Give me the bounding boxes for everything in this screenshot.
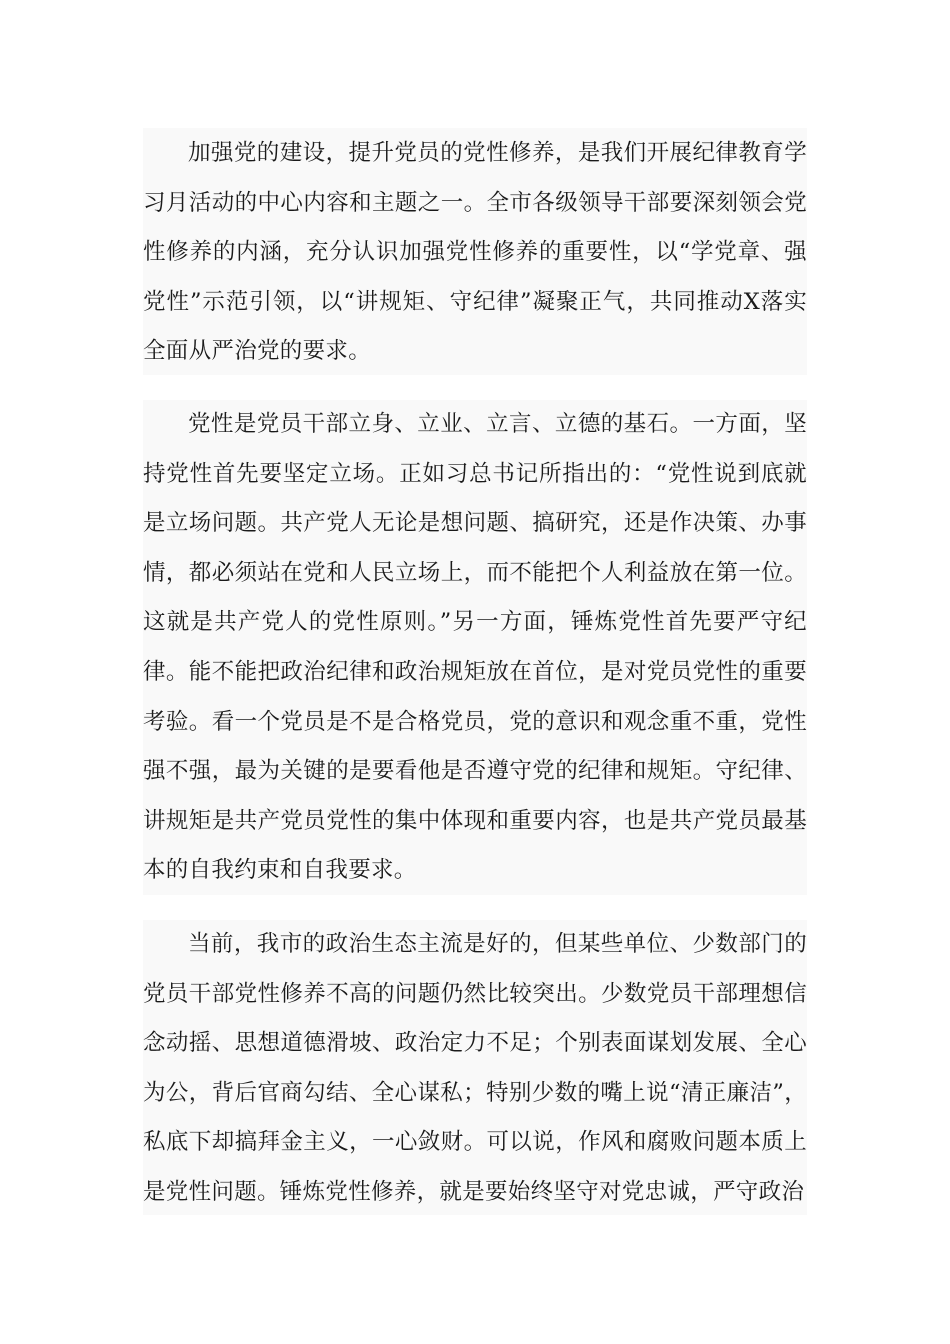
paragraph-2: 党性是党员干部立身、立业、立言、立德的基石。一方面，坚持党性首先要坚定立场。正如习总书记所指出的：“党性说到底就是立场问题。共产党人无论是想问题、搞研究，还是作决策、办事情，都必须站在党和人民立场上，而不能把个人利益放在第一位。这就是共产党人的党性原则。”另一方面，锤炼党性首先要严守纪律。能不能把政治纪律和政治规矩放在首位，是对党员党性的重要考验。看一个党员是不是合格党员，党的意识和观念重不重，党性强不强，最为关键的是要看他是否遵守党的纪律和规矩。守纪律、讲规矩是共产党员党性的集中体现和重要内容，也是共产党员最基本的自我约束和自我要求。 bbox=[143, 411, 807, 884]
paragraph-1: 加强党的建设，提升党员的党性修养，是我们开展纪律教育学习月活动的中心内容和主题之一。全市各级领导干部要深刻领会党性修养的内涵，充分认识加强党性修养的重要性，以“学党章、强党性”示范引领，以“讲规矩、守纪律”凝聚正气，共同推动X落实全面从严治党的要求。 bbox=[143, 140, 807, 365]
paragraph-block-1 bbox=[143, 128, 807, 375]
paragraph-block-2 bbox=[143, 400, 807, 895]
paragraph-3: 当前，我市的政治生态主流是好的，但某些单位、少数部门的党员干部党性修养不高的问题仍然比较突出。少数党员干部理想信念动摇、思想道德滑坡、政治定力不足；个别表面谋划发展、全心为公，背后官商勾结、全心谋私；特别少数的嘴上说“清正廉洁”，私底下却搞拜金主义，一心敛财。可以说，作风和腐败问题本质上是党性问题。锤炼党性修养，就是要始终坚守对党忠诚，严守政治 bbox=[143, 931, 807, 1205]
paragraph-block-3 bbox=[143, 920, 807, 1215]
